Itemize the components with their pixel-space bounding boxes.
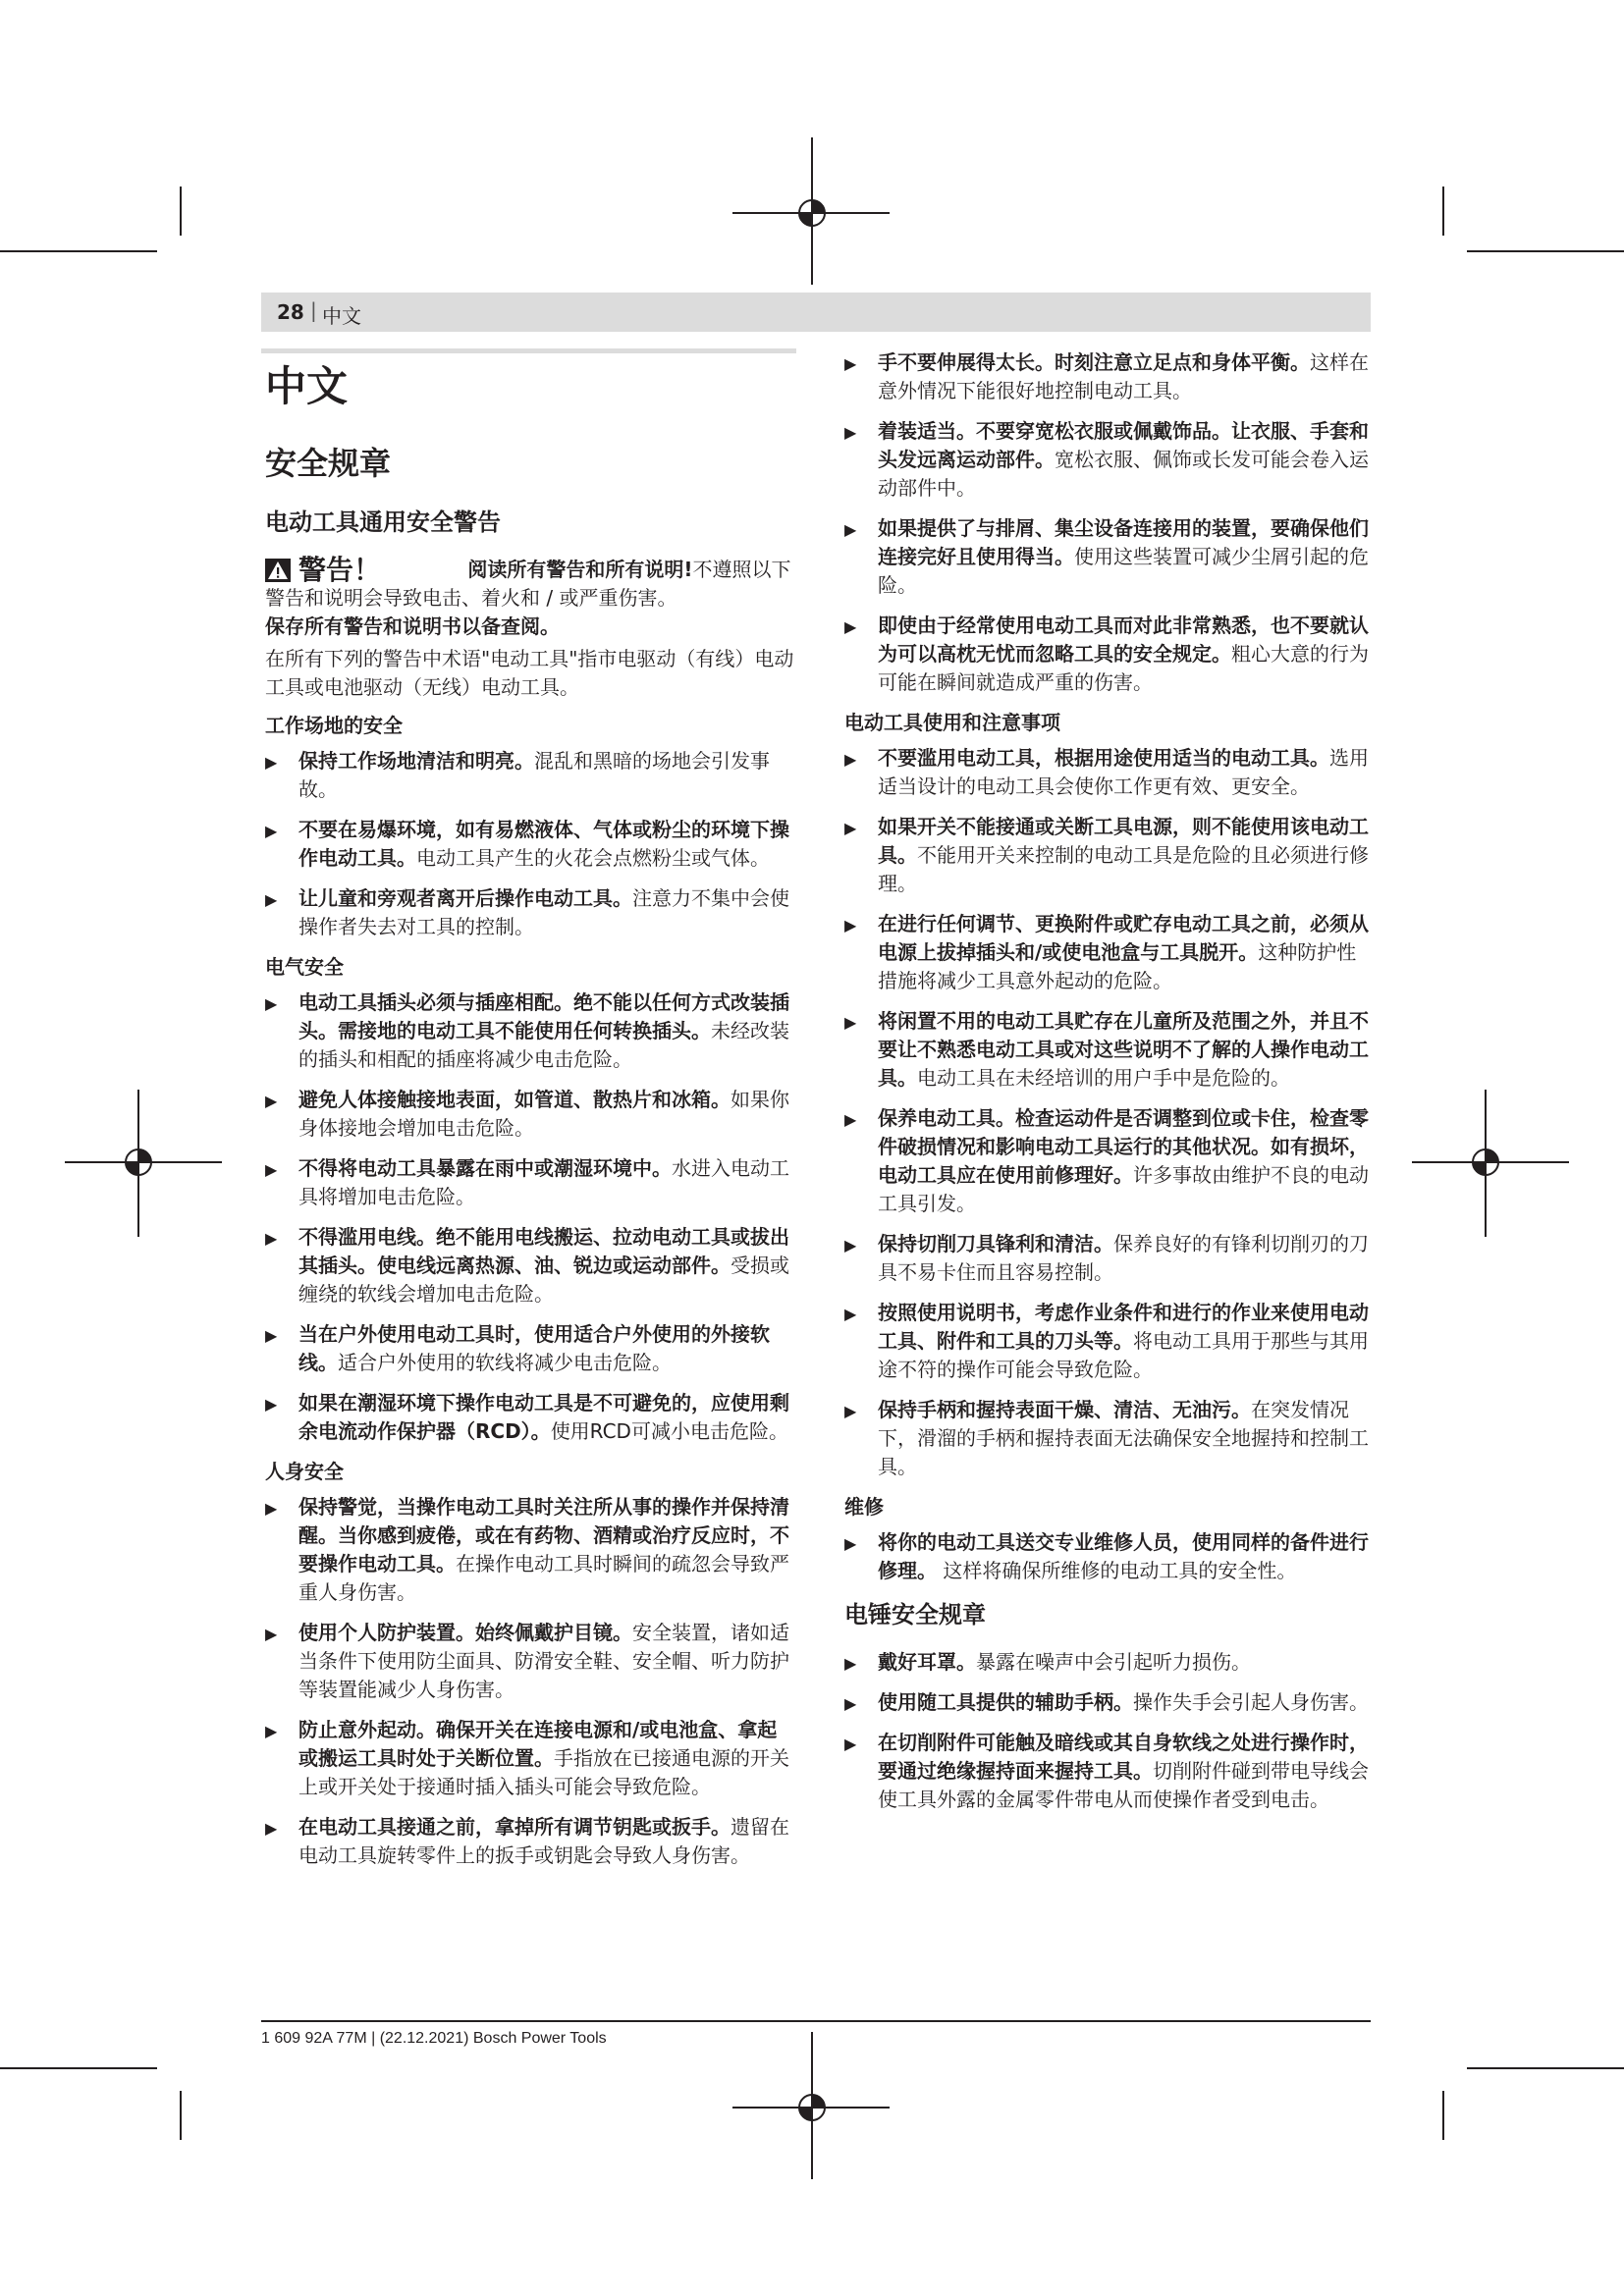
list-item xyxy=(261,1813,796,1870)
item-bold-text: 防止意外起动。确保开关在连接电源和/或电池盒、拿起或搬运工具时处于关断位置。 xyxy=(298,1718,778,1770)
list-item xyxy=(840,744,1371,801)
crop-mark xyxy=(180,2091,182,2140)
item-bold-text: 按照使用说明书，考虑作业条件和进行的作业来使用电动工具、附件和工具的刀头等。 xyxy=(878,1301,1369,1353)
bullet-icon: ▶ xyxy=(844,1534,857,1553)
header-section: 中文 xyxy=(322,304,361,328)
list-item xyxy=(840,514,1371,600)
section-list xyxy=(840,1528,1371,1585)
item-text: 混乱和黑暗的场地会引发事故。 xyxy=(298,749,770,801)
crop-mark xyxy=(1442,187,1444,236)
item-text: 宽松衣服、佩饰或长发可能会卷入运动部件中。 xyxy=(878,448,1369,500)
list-item xyxy=(840,1729,1371,1814)
item-text: 在突发情况下，滑溜的手柄和握持表面无法确保安全地握持和控制工具。 xyxy=(878,1398,1369,1478)
crop-mark xyxy=(0,250,157,252)
bullet-icon: ▶ xyxy=(265,822,278,840)
left-column xyxy=(261,348,796,1882)
definition-text: 在所有下列的警告中术语"电动工具"指市电驱动（有线）电动工具或电池驱动（无线）电动工具。 xyxy=(265,647,794,699)
warning-block xyxy=(265,556,796,613)
item-bold-text: 不得滥用电线。绝不能用电线搬运、拉动电动工具或拔出其插头。使电线远离热源、油、锐边或运动部件。 xyxy=(298,1225,789,1277)
bullet-icon: ▶ xyxy=(844,1305,857,1323)
registration-target-icon xyxy=(795,196,829,230)
left-sections xyxy=(261,712,796,1870)
bullet-icon: ▶ xyxy=(844,423,857,442)
bullet-icon: ▶ xyxy=(844,1654,857,1673)
bullet-icon: ▶ xyxy=(844,1694,857,1713)
item-bold-text: 将你的电动工具送交专业维修人员，使用同样的备件进行修理。 xyxy=(878,1530,1369,1582)
item-text: 不能用开关来控制的电动工具是危险的且必须进行修理。 xyxy=(878,843,1369,895)
crop-mark xyxy=(1442,2091,1444,2140)
item-text: 受损或缠绕的软线会增加电击危险。 xyxy=(298,1254,789,1306)
list-item xyxy=(840,1299,1371,1384)
item-text: 使用这些装置可减少尘屑引起的危险。 xyxy=(878,545,1369,597)
bullet-icon: ▶ xyxy=(265,1160,278,1179)
hammer-heading: 电锤安全规章 xyxy=(844,1601,986,1629)
registration-target-icon xyxy=(122,1146,155,1179)
bullet-icon: ▶ xyxy=(265,1395,278,1414)
bullet-icon: ▶ xyxy=(265,1625,278,1643)
item-text: 操作失手会引起人身伤害。 xyxy=(1133,1690,1369,1714)
footer-rule xyxy=(261,2020,1371,2022)
right-sections xyxy=(840,709,1371,1585)
list-item xyxy=(840,1528,1371,1585)
bullet-icon: ▶ xyxy=(844,520,857,539)
bullet-icon: ▶ xyxy=(844,916,857,934)
item-bold-text: 当在户外使用电动工具时，使用适合户外使用的外接软线。 xyxy=(298,1322,770,1374)
warning-lead-text: 不遵照以下警告和说明会导致电击、着火和 / 或严重伤害。 xyxy=(265,558,791,610)
list-item xyxy=(840,417,1371,503)
item-bold-text: 保持警觉，当操作电动工具时关注所从事的操作并保持清醒。当你感到疲倦，或在有药物、酒精或治疗反应时，不要操作电动工具。 xyxy=(298,1495,789,1575)
registration-target-icon xyxy=(795,2091,829,2124)
section-heading: 电气安全 xyxy=(265,955,344,979)
bullet-icon: ▶ xyxy=(844,1402,857,1420)
item-bold-text: 戴好耳罩。 xyxy=(878,1650,976,1674)
page-subtitle: 安全规章 xyxy=(265,445,392,482)
item-bold-text: 在进行任何调节、更换附件或贮存电动工具之前，必须从电源上拔掉插头和/或使电池盒与工具脱开。 xyxy=(878,912,1369,964)
crop-mark xyxy=(180,187,182,236)
save-instructions-text: 保存所有警告和说明书以备查阅。 xyxy=(265,614,560,638)
personal-safety-continued xyxy=(840,348,1371,697)
item-text: 电动工具在未经培训的用户手中是危险的。 xyxy=(917,1066,1290,1090)
bullet-icon: ▶ xyxy=(265,1229,278,1248)
crop-mark xyxy=(0,2067,157,2069)
save-instructions xyxy=(265,613,796,641)
list-item xyxy=(840,1648,1371,1677)
list-item xyxy=(261,1154,796,1211)
warning-word: 警告！ xyxy=(298,554,382,586)
item-bold-text: 保持手柄和握持表面干燥、清洁、无油污。 xyxy=(878,1398,1251,1421)
bullet-icon: ▶ xyxy=(844,1735,857,1753)
bullet-icon: ▶ xyxy=(844,819,857,837)
bullet-icon: ▶ xyxy=(265,1092,278,1110)
section-list xyxy=(261,747,796,941)
item-bold-text: 如果提供了与排屑、集尘设备连接用的装置，要确保他们连接完好且使用得当。 xyxy=(878,516,1369,568)
page-number: 28 xyxy=(277,300,304,324)
item-text: 保养良好的有锋利切削刃的刀具不易卡住而且容易控制。 xyxy=(878,1232,1369,1284)
item-text: 暴露在噪声中会引起听力损伤。 xyxy=(976,1650,1251,1674)
warning-triangle-icon xyxy=(265,559,291,582)
registration-target-icon xyxy=(1469,1146,1502,1179)
bullet-icon: ▶ xyxy=(265,1819,278,1838)
list-item xyxy=(261,1389,796,1446)
item-bold-text: 不要在易爆环境，如有易燃液体、气体或粉尘的环境下操作电动工具。 xyxy=(298,818,789,870)
item-text: 电动工具产生的火花会点燃粉尘或气体。 xyxy=(416,846,770,870)
list-item xyxy=(261,816,796,873)
item-bold-text: 在电动工具接通之前，拿掉所有调节钥匙或扳手。 xyxy=(298,1815,731,1839)
item-text: 切削附件碰到带电导线会使工具外露的金属零件带电从而使操作者受到电击。 xyxy=(878,1759,1369,1811)
list-item xyxy=(261,1320,796,1377)
list-item xyxy=(261,884,796,941)
bullet-icon: ▶ xyxy=(844,1013,857,1032)
item-bold-text: 在切削附件可能触及暗线或其自身软线之处进行操作时，要通过绝缘握持面来握持工具。 xyxy=(878,1731,1369,1783)
warning-lead-bold: 阅读所有警告和所有说明! xyxy=(467,558,693,581)
header-separator: | xyxy=(310,298,317,322)
section-heading: 人身安全 xyxy=(265,1460,344,1483)
item-bold-text: 着装适当。不要穿宽松衣服或佩戴饰品。让衣服、手套和头发远离运动部件。 xyxy=(878,419,1369,471)
list-item xyxy=(840,348,1371,405)
hammer-items xyxy=(840,1648,1371,1814)
page-header xyxy=(261,293,1371,332)
list-item xyxy=(840,1396,1371,1481)
item-text: 这样将确保所维修的电动工具的安全性。 xyxy=(937,1559,1297,1582)
list-item xyxy=(261,1619,796,1704)
item-bold-text: 保养电动工具。检查运动件是否调整到位或卡住，检查零件破损情况和影响电动工具运行的其他状况。如有损坏，电动工具应在使用前修理好。 xyxy=(878,1106,1369,1187)
general-heading: 电动工具通用安全警告 xyxy=(265,508,501,536)
item-bold-text: 保持切削刀具锋利和清洁。 xyxy=(878,1232,1113,1255)
section-list xyxy=(840,744,1371,1481)
item-text: 在操作电动工具时瞬间的疏忽会导致严重人身伤害。 xyxy=(298,1552,789,1604)
item-bold-text: 手不要伸展得太长。时刻注意立足点和身体平衡。 xyxy=(878,350,1310,374)
list-item xyxy=(261,1716,796,1801)
item-bold-text: 不得将电动工具暴露在雨中或潮湿环境中。 xyxy=(298,1156,672,1180)
item-bold-text: 保持工作场地清洁和明亮。 xyxy=(298,749,534,773)
right-column xyxy=(840,348,1371,1826)
list-item xyxy=(261,1086,796,1143)
crop-mark xyxy=(1467,250,1624,252)
item-text: 适合户外使用的软线将减少电击危险。 xyxy=(338,1351,672,1374)
item-text: 水进入电动工具将增加电击危险。 xyxy=(298,1156,789,1208)
item-bold-text: 使用个人防护装置。始终佩戴护目镜。 xyxy=(298,1621,632,1644)
item-text: 未经改装的插头和相配的插座将减少电击危险。 xyxy=(298,1019,789,1071)
bullet-icon: ▶ xyxy=(844,354,857,373)
list-item xyxy=(261,1223,796,1308)
item-bold-text: 使用随工具提供的辅助手柄。 xyxy=(878,1690,1133,1714)
item-text: 使用RCD可减小电击危险。 xyxy=(550,1419,788,1443)
bullet-icon: ▶ xyxy=(265,1326,278,1345)
item-text: 许多事故由维护不良的电动工具引发。 xyxy=(878,1163,1369,1215)
section-heading: 电动工具使用和注意事项 xyxy=(844,711,1060,734)
item-text: 将电动工具用于那些与其用途不符的操作可能会导致危险。 xyxy=(878,1329,1369,1381)
page-title: 中文 xyxy=(265,362,349,410)
item-bold-text: 电动工具插头必须与插座相配。绝不能以任何方式改装插头。需接地的电动工具不能使用任何转换插头。 xyxy=(298,990,789,1042)
list-item xyxy=(840,1230,1371,1287)
item-text: 粗心大意的行为可能在瞬间就造成严重的伤害。 xyxy=(878,642,1369,694)
item-bold-text: 如果在潮湿环境下操作电动工具是不可避免的，应使用剩余电流动作保护器（RCD）。 xyxy=(298,1391,789,1443)
bullet-icon: ▶ xyxy=(844,1236,857,1255)
item-text: 遗留在电动工具旋转零件上的扳手或钥匙会导致人身伤害。 xyxy=(298,1815,789,1867)
bullet-icon: ▶ xyxy=(265,1722,278,1740)
list-item xyxy=(840,1688,1371,1717)
item-text: 选用适当设计的电动工具会使你工作更有效、更安全。 xyxy=(878,746,1369,798)
crop-mark xyxy=(1467,2067,1624,2069)
item-text: 手指放在已接通电源的开关上或开关处于接通时插入插头可能会导致危险。 xyxy=(298,1746,789,1798)
item-bold-text: 即使由于经常使用电动工具而对此非常熟悉，也不要就认为可以高枕无忧而忽略工具的安全规定。 xyxy=(878,614,1369,666)
list-item xyxy=(840,813,1371,898)
item-bold-text: 如果开关不能接通或关断工具电源，则不能使用该电动工具。 xyxy=(878,815,1369,867)
bullet-icon: ▶ xyxy=(844,617,857,636)
bullet-icon: ▶ xyxy=(844,1110,857,1129)
section-list xyxy=(261,1493,796,1870)
list-item xyxy=(840,1007,1371,1093)
list-item xyxy=(840,910,1371,995)
section-heading: 工作场地的安全 xyxy=(265,714,403,737)
item-bold-text: 不要滥用电动工具，根据用途使用适当的电动工具。 xyxy=(878,746,1329,770)
list-item xyxy=(261,988,796,1074)
bullet-icon: ▶ xyxy=(265,890,278,909)
item-text: 这样在意外情况下能很好地控制电动工具。 xyxy=(878,350,1369,402)
list-item xyxy=(261,1493,796,1607)
item-bold-text: 避免人体接触接地表面，如管道、散热片和冰箱。 xyxy=(298,1088,731,1111)
section-heading: 维修 xyxy=(844,1495,884,1519)
bullet-icon: ▶ xyxy=(844,750,857,769)
item-bold-text: 让儿童和旁观者离开后操作电动工具。 xyxy=(298,886,632,910)
list-item xyxy=(840,612,1371,697)
footer-text: 1 609 92A 77M | (22.12.2021) Bosch Power Tools xyxy=(261,2030,607,2047)
list-item xyxy=(261,747,796,804)
item-bold-text: 将闲置不用的电动工具贮存在儿童所及范围之外，并且不要让不熟悉电动工具或对这些说明不了解的人操作电动工具。 xyxy=(878,1009,1369,1090)
bullet-icon: ▶ xyxy=(265,1499,278,1518)
item-text: 如果你身体接地会增加电击危险。 xyxy=(298,1088,789,1140)
top-rule xyxy=(261,348,796,353)
item-text: 安全装置，诸如适当条件下使用防尘面具、防滑安全鞋、安全帽、听力防护等装置能减少人身伤害。 xyxy=(298,1621,789,1701)
bullet-icon: ▶ xyxy=(265,753,278,772)
item-text: 这种防护性措施将减少工具意外起动的危险。 xyxy=(878,940,1357,992)
item-text: 注意力不集中会使操作者失去对工具的控制。 xyxy=(298,886,789,938)
bullet-icon: ▶ xyxy=(265,994,278,1013)
section-list xyxy=(261,988,796,1446)
warning-label xyxy=(265,556,461,584)
list-item xyxy=(840,1104,1371,1218)
